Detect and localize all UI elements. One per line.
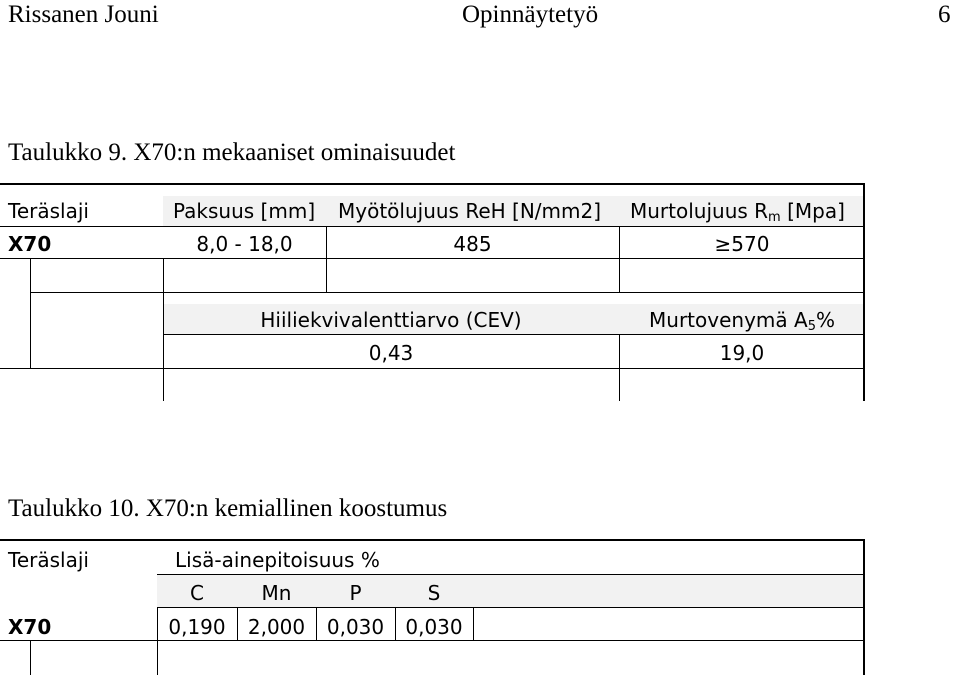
table10-element-p: P xyxy=(349,581,362,605)
table9-header-elongation: Murtovenymä $A_5\%$ xyxy=(649,308,835,334)
table10-header-alloy: Lisä-ainepitoisuus % xyxy=(175,548,380,572)
table10-row-grade: X70 xyxy=(8,615,52,639)
table10-element-mn: Mn xyxy=(261,581,292,605)
header-author: Rissanen Jouni xyxy=(8,1,159,28)
table9-header-thickness: Paksuus [mm] xyxy=(173,199,316,223)
table9-header-grade: Teräslaji xyxy=(8,199,89,223)
table9-row-yield: 485 xyxy=(453,232,492,256)
table10-header-grade: Teräslaji xyxy=(8,548,89,572)
table10-caption: Taulukko 10. X70:n kemiallinen koostumus xyxy=(8,495,448,522)
header-page-number: 6 xyxy=(938,1,951,28)
table9-header-tensile: Murtolujuus $R_m$ [Mpa] xyxy=(630,199,845,225)
table10-value-p: 0,030 xyxy=(326,615,385,639)
table10-value-mn: 2,000 xyxy=(247,615,306,639)
table9-header-cev: Hiiliekvivalenttiarvo (CEV) xyxy=(260,308,522,332)
table10-value-s: 0,030 xyxy=(405,615,463,639)
header-title: Opinnäytetyö xyxy=(462,1,599,28)
table9-header-yield: Myötölujuus ReH [N/mm2] xyxy=(338,199,602,223)
table9-row-tensile: ≥570 xyxy=(714,232,770,256)
table9-caption: Taulukko 9. X70:n mekaaniset ominaisuudet xyxy=(8,139,456,166)
table9-row-thickness: 8,0 - 18,0 xyxy=(196,232,293,256)
table9-row-cev: 0,43 xyxy=(368,341,414,365)
table10-element-s: S xyxy=(427,581,441,605)
table9-row-grade: X70 xyxy=(8,232,52,256)
table10-element-c: C xyxy=(190,581,204,605)
table9-row-elongation: 19,0 xyxy=(719,341,765,365)
table10-value-c: 0,190 xyxy=(168,615,226,639)
